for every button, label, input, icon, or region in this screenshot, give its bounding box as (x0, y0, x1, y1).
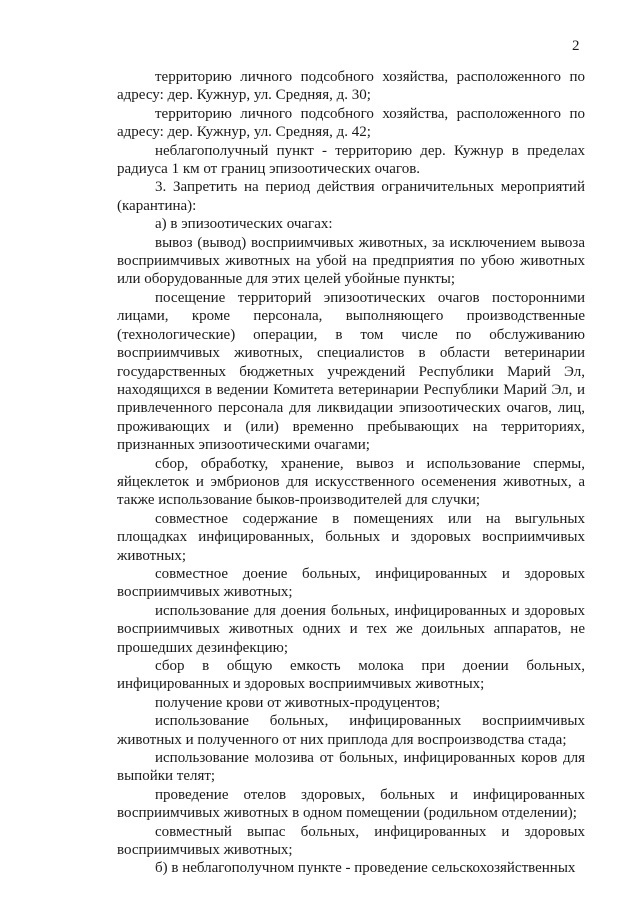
paragraph: проведение отелов здоровых, больных и инфицированных восприимчивых животных в одном помещении (родильном отделении); (117, 786, 585, 822)
paragraph: использование больных, инфицированных восприимчивых животных и полученного от них приплода для воспроизводства стада; (117, 713, 585, 748)
paragraph: посещение территорий эпизоотических очагов посторонними лицами, кроме персонала, выполняющего производственные (технологические) операции, в том числе по обслуживанию восприимчивых животных, специалистов в области ветеринарии государственных бюджетных учреждений Республики Марий Эл, находящихся в ведении Комитета ветеринарии Республики Марий Эл, и привлеченного персонала для ликвидации эпизоотических очагов, лиц, проживающих и (или) временно пребывающих на территориях, признанных эпизоотическими очагами; (117, 289, 585, 454)
paragraph: неблагополучный пункт - территорию дер. Кужнур в пределах радиуса 1 км от границ эпизоотических очагов. (117, 142, 585, 178)
paragraph: территорию личного подсобного хозяйства, расположенного по адресу: дер. Кужнур, ул. Средняя, д. 42; (117, 105, 585, 141)
paragraph: использование для доения больных, инфицированных и здоровых восприимчивых животных одних и тех же доильных аппаратов, не прошедших дезинфекцию; (117, 602, 585, 656)
paragraph: совместное доение больных, инфицированных и здоровых восприимчивых животных; (117, 565, 585, 601)
page-number: 2 (572, 38, 580, 54)
paragraph: территорию личного подсобного хозяйства, расположенного по адресу: дер. Кужнур, ул. Средняя, д. 30; (117, 69, 585, 104)
paragraph: а) в эпизоотических очагах: (155, 216, 333, 233)
paragraph: сбор, обработку, хранение, вывоз и использование спермы, яйцеклеток и эмбрионов для искусственного осеменения животных, а также использование быков-производителей для случки; (117, 455, 585, 509)
document-body (117, 68, 585, 878)
paragraph: совместное содержание в помещениях или на выгульных площадках инфицированных, больных и здоровых восприимчивых животных; (117, 510, 585, 564)
paragraph: получение крови от животных-продуцентов; (155, 694, 441, 711)
paragraph: использование молозива от больных, инфицированных коров для выпойки телят; (117, 750, 585, 785)
paragraph: вывоз (вывод) восприимчивых животных, за исключением вывоза восприимчивых животных на убой на предприятия по убою животных или оборудованные для этих целей убойные пункты; (117, 234, 585, 288)
paragraph: совместный выпас больных, инфицированных и здоровых восприимчивых животных; (117, 823, 585, 859)
paragraph: сбор в общую емкость молока при доении больных, инфицированных и здоровых восприимчивых животных; (117, 658, 585, 693)
paragraph: 3. Запретить на период действия ограничительных мероприятий (карантина): (117, 179, 585, 214)
paragraph: б) в неблагополучном пункте - проведение сельскохозяйственных (155, 860, 576, 877)
